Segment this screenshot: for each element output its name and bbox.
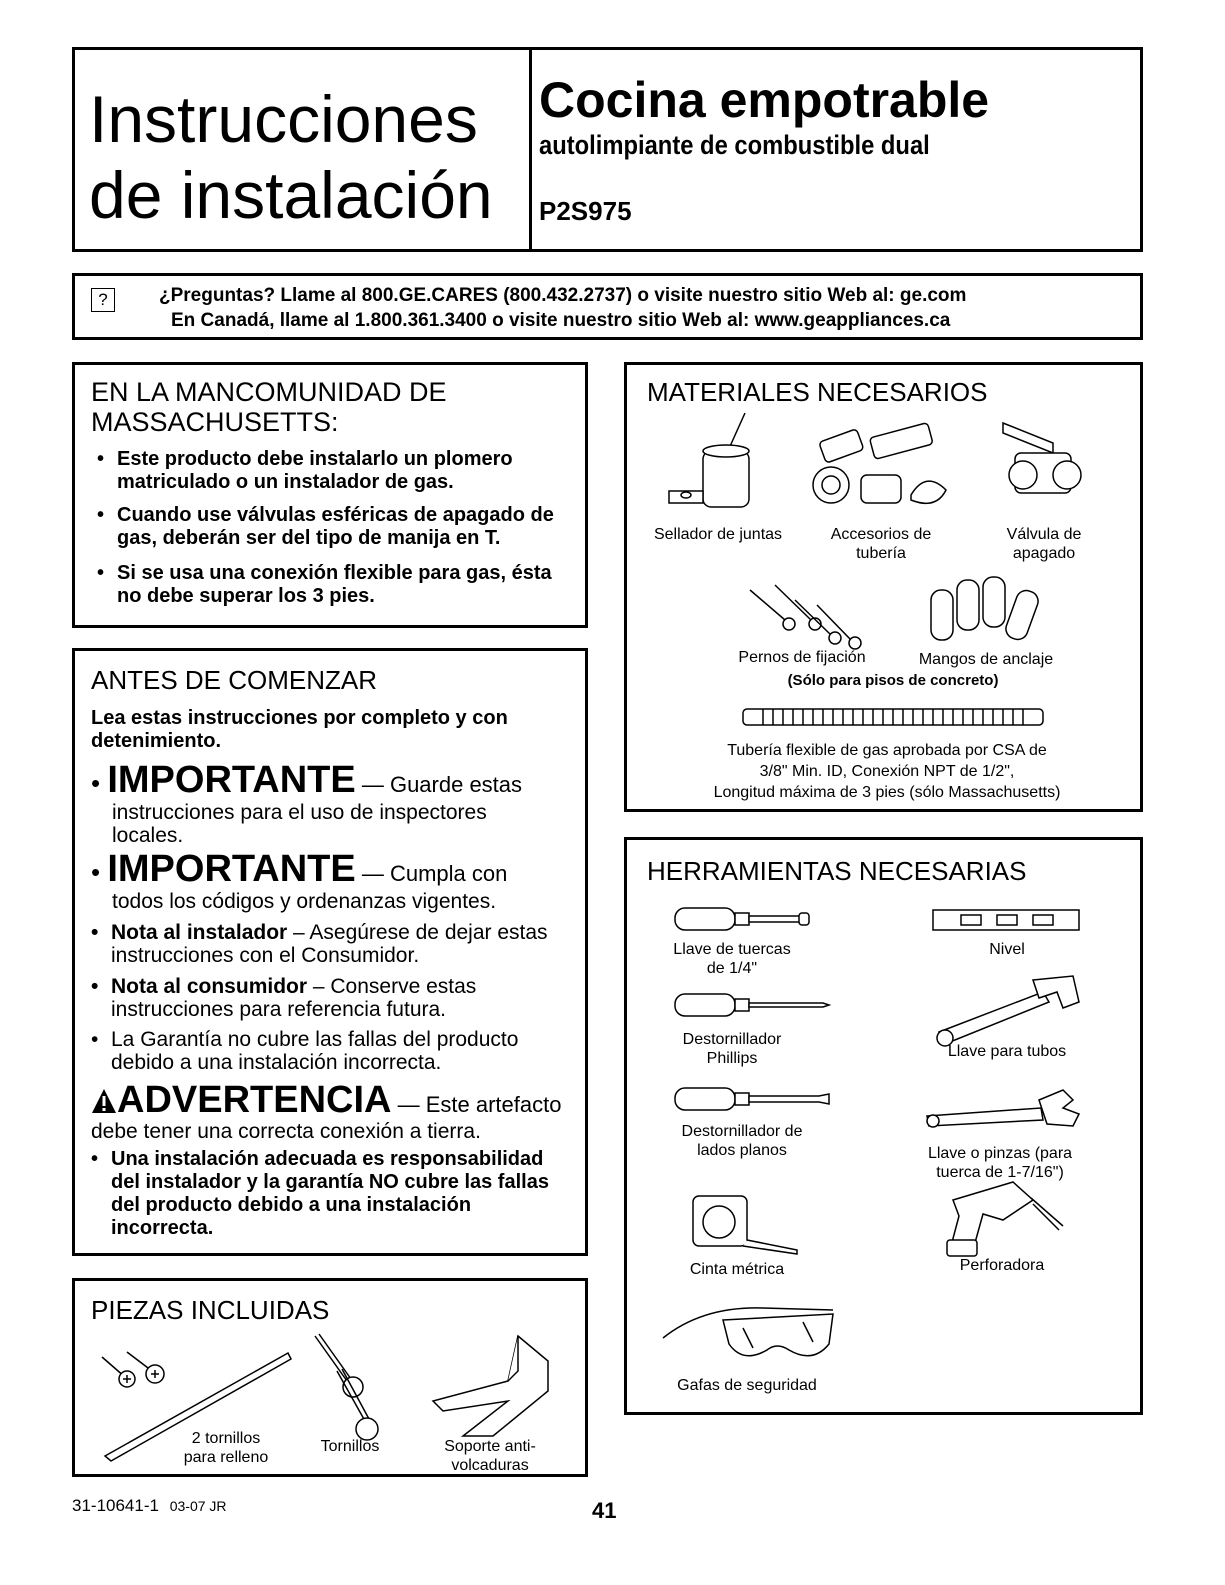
flexible-gas-line-icon — [743, 705, 1043, 729]
importante-1-big: IMPORTANTE — [107, 759, 356, 801]
caption-gafas: Gafas de seguridad — [677, 1377, 817, 1394]
caption-pernos: Pernos de fijación — [738, 649, 866, 666]
antes-box — [72, 648, 588, 1256]
massachusetts-heading-1: EN LA MANCOMUNIDAD DE — [91, 377, 447, 407]
massachusetts-box — [72, 362, 588, 628]
footer-doc-number — [72, 1496, 227, 1516]
product-subtitle: autolimpiante de combustible dual — [539, 130, 930, 160]
phillips-screwdriver-icon — [673, 990, 833, 1020]
questions-line-2: En Canadá, llame al 1.800.361.3400 o visite nuestro sitio Web al: www.geappliances.ca — [171, 310, 951, 331]
advertencia-big: ADVERTENCIA — [117, 1079, 392, 1121]
anchor-sleeves-icon — [921, 565, 1041, 655]
nota-instalador — [89, 921, 561, 967]
nota-instalador-text: – Asegúrese de dejar estas instrucciones con el Consumidor. — [111, 921, 548, 967]
importante-2-cont: todos los códigos y ordenanzas vigentes. — [112, 890, 497, 913]
caption-tuberia-1: Tubería flexible de gas aprobada por CSA de — [727, 742, 1047, 759]
importante-1-rest: — Guarde estas — [355, 772, 523, 797]
questions-line-1: ¿Preguntas? Llame al 800.GE.CARES (800.432.2737) o visite nuestro sitio Web al: ge.com — [159, 285, 967, 306]
importante-1: • IMPORTANTE — Guarde estas — [91, 759, 523, 801]
massachusetts-heading-2: MASSACHUSETTS: — [91, 407, 339, 437]
caption-solo-concreto: (Sólo para pisos de concreto) — [787, 672, 999, 689]
title-line-2: de instalación — [89, 158, 493, 232]
header-divider — [529, 50, 532, 249]
advertencia — [91, 1079, 581, 1122]
caption-tuberia-3: Longitud máxima de 3 pies (sólo Massachusetts) — [713, 784, 1061, 801]
flat-screwdriver-icon — [673, 1084, 833, 1114]
caption-pinzas: Llave o pinzas (para tuerca de 1-7/16") — [927, 1145, 1073, 1181]
shutoff-valve-icon — [993, 413, 1093, 513]
adjustable-wrench-icon — [923, 1088, 1083, 1138]
product-title: Cocina empotrable — [539, 72, 990, 128]
nota-consumidor-bold: Nota al consumidor — [111, 975, 308, 998]
caption-llave-tubos: Llave para tubos — [947, 1043, 1067, 1060]
safety-glasses-icon — [663, 1298, 843, 1368]
herramientas-box — [624, 837, 1143, 1415]
piezas-box — [72, 1278, 588, 1477]
advertencia-cont: debe tener una correcta conexión a tierra. — [91, 1120, 481, 1143]
date-code: 03-07 JR — [169, 1498, 227, 1514]
pipe-wrench-icon — [933, 972, 1083, 1052]
herramientas-heading: HERRAMIENTAS NECESARIAS — [647, 856, 1027, 886]
tape-measure-icon — [687, 1190, 807, 1270]
importante-1-cont: instrucciones para el uso de inspectores locales. — [112, 801, 487, 847]
caption-sellador: Sellador de juntas — [653, 526, 783, 543]
anti-tip-bracket-icon — [423, 1331, 563, 1451]
caption-planos: Destornillador de lados planos — [681, 1123, 803, 1159]
nota-consumidor-text: – Conserve estas instrucciones para referencia futura. — [111, 975, 477, 1021]
antes-heading: ANTES DE COMENZAR — [91, 665, 378, 695]
caption-phillips: Destornillador Phillips — [682, 1031, 782, 1067]
drill-icon — [933, 1170, 1073, 1260]
garantia-note: • La Garantía no cubre las fallas del producto debido a una instalación incorrecta. — [89, 1028, 581, 1074]
warning-icon — [91, 1088, 117, 1114]
caption-perforadora: Perforadora — [959, 1257, 1045, 1274]
caption-mangos: Mangos de anclaje — [918, 651, 1054, 668]
page-number: 41 — [592, 1498, 617, 1523]
antes-intro: Lea estas instrucciones por completo y con detenimiento. — [91, 707, 508, 752]
piezas-heading: PIEZAS INCLUIDAS — [91, 1295, 330, 1325]
model-number: P2S975 — [539, 196, 632, 226]
nut-driver-icon — [673, 904, 813, 934]
piezas-caption-soporte: Soporte anti- volcaduras — [444, 1438, 536, 1474]
nota-instalador-bold: Nota al instalador — [111, 921, 288, 944]
materiales-heading: MATERIALES NECESARIOS — [647, 377, 988, 407]
screws-icon — [307, 1331, 387, 1451]
massachusetts-item: • Cuando use válvulas esféricas de apagado de gas, deberán ser del tipo de manija en T. — [95, 504, 587, 550]
importante-2-big: IMPORTANTE — [107, 848, 356, 890]
materiales-box — [624, 362, 1143, 812]
importante-2-rest: — Cumpla con — [355, 861, 508, 886]
importante-2: • IMPORTANTE — Cumpla con — [91, 848, 508, 890]
joint-sealer-icon — [663, 413, 763, 513]
pipe-fittings-icon — [801, 415, 961, 515]
level-icon — [931, 908, 1081, 934]
caption-cinta: Cinta métrica — [689, 1261, 785, 1278]
caption-accesorios: Accesorios de tubería — [830, 526, 932, 562]
question-icon: ? — [91, 288, 115, 312]
header-box — [72, 47, 1143, 252]
caption-nivel: Nivel — [989, 941, 1025, 958]
title-line-1: Instrucciones — [89, 82, 478, 156]
advertencia-rest: — Este artefacto — [391, 1092, 562, 1117]
piezas-caption-tornillos-relleno: 2 tornillos para relleno — [183, 1430, 269, 1466]
massachusetts-item: • Si se usa una conexión flexible para gas, ésta no debe superar los 3 pies. — [95, 562, 557, 608]
caption-valvula: Válvula de apagado — [1006, 526, 1082, 562]
advertencia-bullet: • Una instalación adecuada es responsabilidad del instalador y la garantía NO cubre las fallas del producto debido a una instalación incorrecta. — [89, 1148, 571, 1240]
caption-llave-tuercas: Llave de tuercas de 1/4" — [673, 941, 791, 977]
doc-number: 31-10641-1 — [72, 1496, 159, 1515]
questions-bar — [72, 273, 1143, 340]
piezas-caption-tornillos: Tornillos — [320, 1438, 380, 1455]
massachusetts-item: • Este producto debe instalarlo un plomero matriculado o un instalador de gas. — [95, 448, 577, 494]
nota-consumidor — [89, 975, 551, 1021]
caption-tuberia-2: 3/8" Min. ID, Conexión NPT de 1/2", — [759, 763, 1015, 780]
